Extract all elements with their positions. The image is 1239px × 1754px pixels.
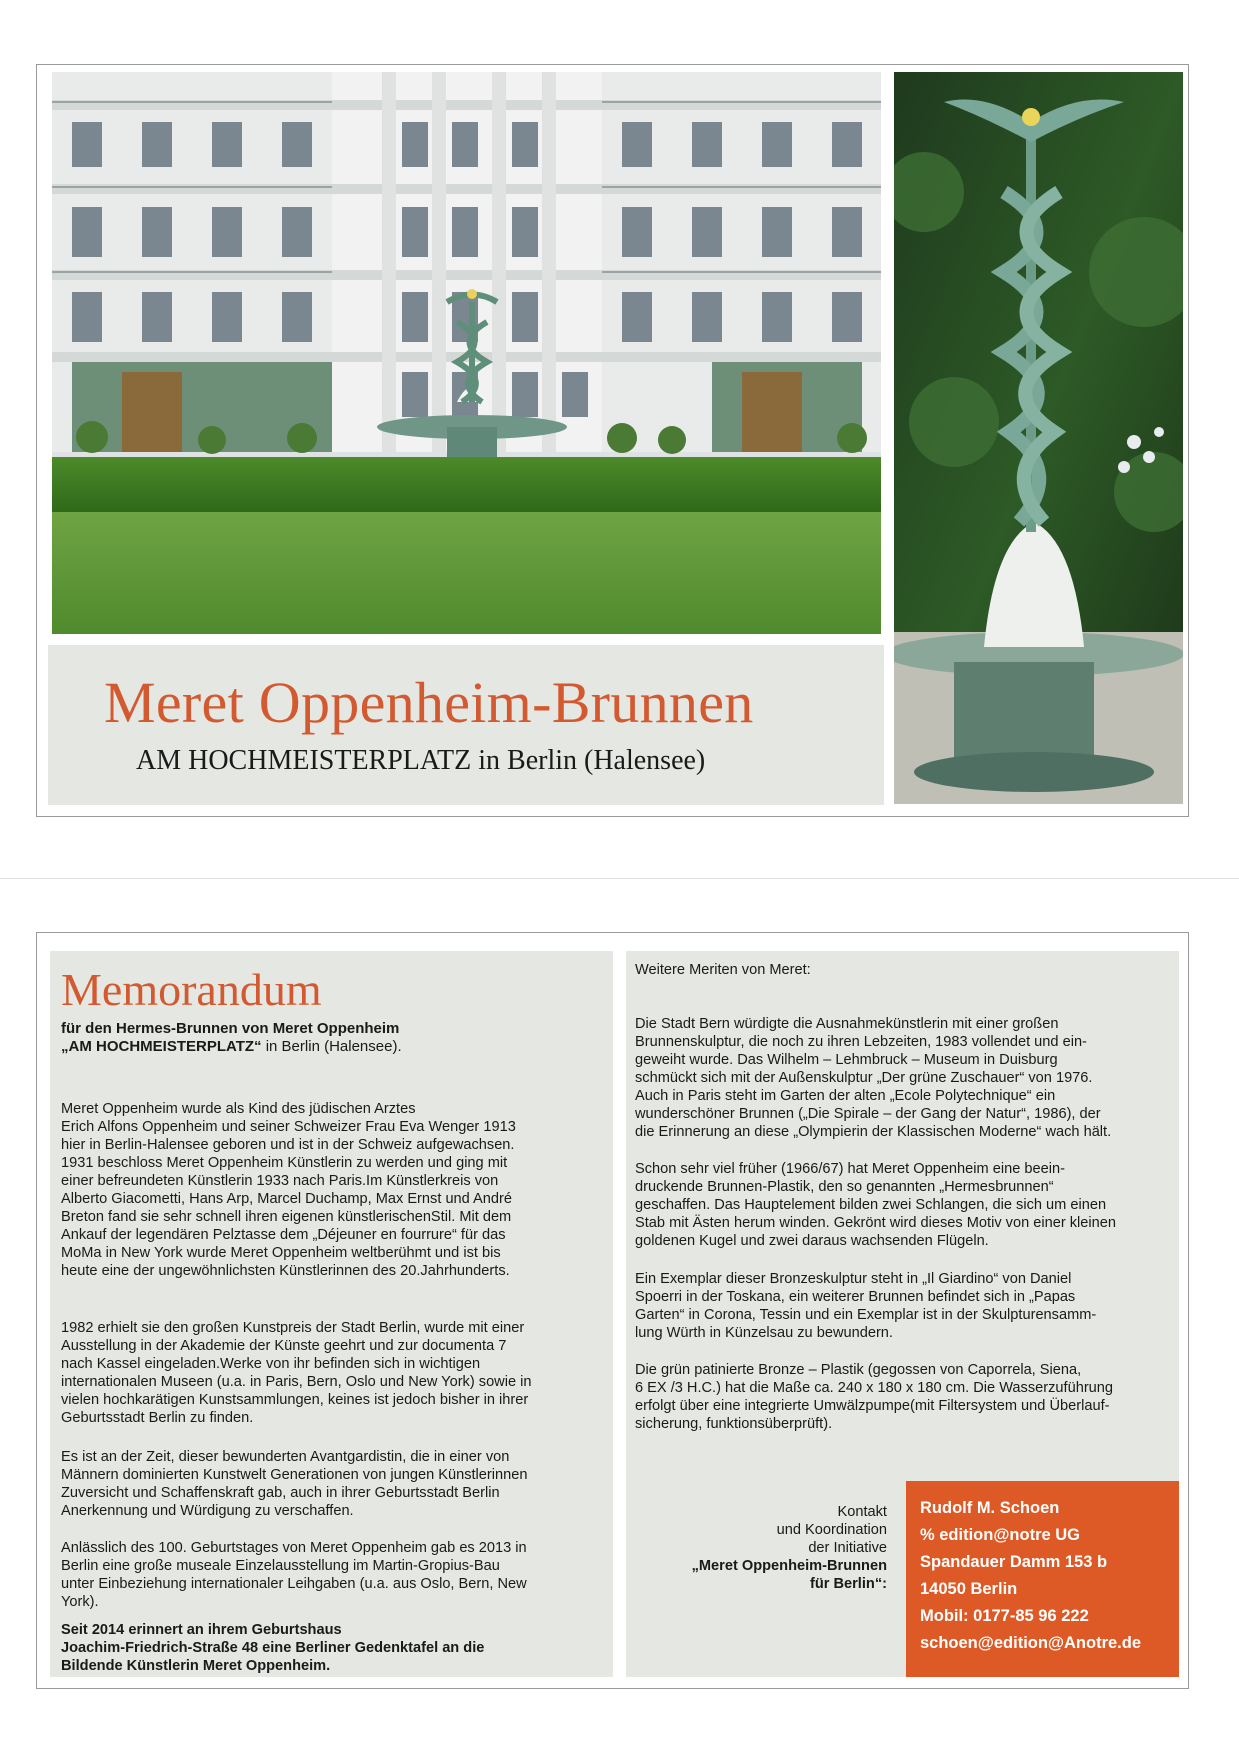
memo-paragraph-exhibition: Anlässlich des 100. Geburtstages von Meret Oppenheim gab es 2013 in Berlin eine große museale Einzelausstellung im Martin-Gropius-Bau unter Einbeziehung internationaler Leihgaben (u.a. aus Oslo, Bern, New York). [61,1540,527,1610]
contact-label-plain: Kontakt und Koordination der Initiative [776,1504,887,1556]
contact-phone: Mobil: 0177-85 96 222 [920,1607,1089,1625]
hermes-fountain-photo [894,72,1183,804]
location-city: in Berlin (Halensee). [261,1038,402,1055]
page-divider [0,878,1239,879]
page-title: Meret Oppenheim-Brunnen [104,670,754,735]
contact-label [626,1503,887,1593]
building-fountain-photo [52,72,881,634]
statue-illustration [894,72,1183,804]
memorandum-subtitle-location [61,1038,402,1056]
contact-box [906,1481,1179,1677]
location-name: „AM HOCHMEISTERPLATZ“ [61,1038,262,1055]
merits-heading: Weitere Meriten von Meret: [635,962,811,978]
merits-paragraph-dimensions: Die grün patinierte Bronze – Plastik (gegossen von Caporrela, Siena, 6 EX /3 H.C.) hat die Maße ca. 240 x 180 x 180 cm. Die Wasserzuführung erfolgt über eine integrierte Umwälzpumpe(mit Filtersystem und Überlauf- sicherung, funktionsüberprüft). [635,1362,1114,1432]
merits-column [626,951,1179,1677]
memorandum-subtitle: für den Hermes-Brunnen von Meret Oppenheim [61,1020,400,1037]
memo-paragraph-biography: Meret Oppenheim wurde als Kind des jüdischen Arztes Erich Alfons Oppenheim und seiner Schweizer Frau Eva Wenger 1913 hier in Berlin-Halensee geboren und ist in der Schweiz aufgewachsen. 1931 beschloss Meret Oppenheim Künstlerin zu werden und ging mit einer befreundeten Künstlerin 1933 nach Paris.Im Künstlerkreis von Alberto Giacometti, Hans Arp, Marcel Duchamp, Max Ernst und André Breton fand sie sehr schnell ihren eigenen künstlerischenStil. Mit dem Ankauf der legendären Pelztasse dem „Déjeuner en fourrure“ für das MoMa in New York wurde Meret Oppenheim weltberühmt und ist bis heute eine der ungewöhnlichsten Künstlerinnen des 20.Jahrhunderts. [61,1101,516,1279]
memo-paragraph-awards: 1982 erhielt sie den großen Kunstpreis der Stadt Berlin, wurde mit einer Ausstellung in der Akademie der Künste geehrt und zur documenta 7 nach Kassel eingeladen.Werke von ihr befinden sich in wichtigen internationalen Museen (u.a. in Paris, Bern, Oslo und New York) sowie in vielen hochkarätigen Kunstsammlungen, keines ist jedoch bisher in ihrer Geburtsstadt Berlin zu finden. [61,1320,532,1426]
title-panel [48,645,884,805]
top-card [36,64,1189,817]
memorandum-column [50,951,613,1677]
memo-closing-note: Seit 2014 erinnert an ihrem Geburtshaus Joachim-Friedrich-Straße 48 eine Berliner Gedenktafel an die Bildende Künstlerin Meret Oppenheim. [61,1622,485,1674]
page-subtitle: AM HOCHMEISTERPLATZ in Berlin (Halensee) [136,745,706,776]
contact-street: Spandauer Damm 153 b [920,1553,1108,1571]
bottom-card [36,932,1189,1689]
memo-paragraph-recognition: Es ist an der Zeit, dieser bewunderten Avantgardistin, die in einer von Männern dominierten Kunstwelt Generationen von jungen Künstlerinnen Zuversicht und Schaffenskraft gab, auch in ihrer Geburtsstadt Berlin Anerkennung und Würdigung zu verschaffen. [61,1449,528,1519]
merits-paragraph-exemplars: Ein Exemplar dieser Bronzeskulptur steht in „Il Giardino“ von Daniel Spoerri in der Toskana, ein weiterer Brunnen befindet sich in „Papas Garten“ in Corona, Tessin und ein Exemplar ist in der Skulpturensamm- lung Würth in Künzelsau zu bewundern. [635,1271,1097,1341]
contact-city: 14050 Berlin [920,1580,1018,1598]
contact-company: % edition@notre UG [920,1526,1081,1544]
memorandum-title: Memorandum [61,964,322,1015]
building-illustration [52,72,881,634]
merits-paragraph-hermes: Schon sehr viel früher (1966/67) hat Meret Oppenheim eine beein- druckende Brunnen-Plastik, den so genannten „Hermesbrunnen“ geschaffen. Das Hauptelement bilden zwei Schlangen, die sich um einen Stab mit Ästen herum winden. Gekrönt wird dieses Motiv von einer kleinen goldenen Kugel und zwei daraus wachsenden Flügeln. [635,1161,1117,1249]
merits-paragraph-bern: Die Stadt Bern würdigte die Ausnahmekünstlerin mit einer großen Brunnenskulptur, die noch zu ihren Lebzeiten, 1983 vollendet und ein- geweiht wurde. Das Wilhelm – Lehmbruck – Museum in Duisburg schmückt sich mit der Außenskulptur „Der grüne Zuschauer“ von 1976. Auch in Paris steht im Garten der alten „Ecole Polytechnique“ ein wunderschöner Brunnen („Die Spirale – der Gang der Natur“, 1986), der die Erinnerung an diese „Olympierin der Klassischen Moderne“ wach hält. [635,1016,1112,1140]
contact-name: Rudolf M. Schoen [920,1499,1060,1517]
contact-email: schoen@edition@Anotre.de [920,1634,1142,1652]
contact-label-initiative: „Meret Oppenheim-Brunnen für Berlin“: [691,1558,887,1592]
